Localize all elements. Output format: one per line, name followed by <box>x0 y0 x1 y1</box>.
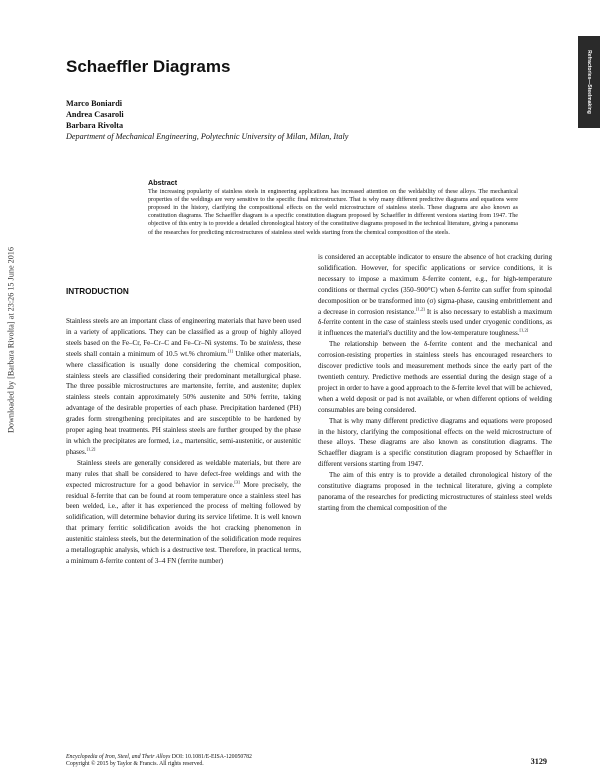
body-column-right <box>318 252 552 514</box>
paragraph: The aim of this entry is to provide a detailed chronological history of the constitutive diagrams proposed in the technical literature, giving a complete panorama of the researches for predicting microstructures of stainless steel welds starting from the chemical composition of the <box>318 471 552 512</box>
copyright: Copyright © 2015 by Taylor & Francis. All rights reserved. <box>66 761 204 767</box>
download-watermark <box>2 190 20 490</box>
body-column-left <box>66 316 301 567</box>
abstract-text: The increasing popularity of stainless steels in engineering applications has increased attention on the weldability of these alloys. The mechanical properties of the weldings are very sensitive to the specific final microstructure. That is why many different predictive diagrams and equations were proposed in the history, clarifying the compositional effects on the weld microstructure of stainless steels. These diagrams are also known as constitution diagrams. The Schaeffler diagram is a specific constitution diagram proposed by Schaeffler in different versions starting from 1947. The objective of this entry is to provide a detailed chronological history of the constitutive diagrams proposed in the technical literature, giving a panorama of the researches for predicting microstructures of stainless steel welds starting from the chemical composition of the steels. <box>148 189 518 236</box>
download-note: Downloaded by [Barbara Rivolta] at 23:26 15 June 2016 <box>6 247 16 433</box>
page-title: Schaeffler Diagrams <box>66 57 231 76</box>
affiliation: Department of Mechanical Engineering, Polytechnic University of Milan, Milan, Italy <box>66 132 349 141</box>
author-name: Marco Boniardi <box>66 99 123 108</box>
author-name: Barbara Rivolta <box>66 121 124 130</box>
citation: [1] <box>227 348 234 354</box>
paragraph: Stainless steels are an important class of engineering materials that have been used in a variety of applications. They can be classified as a group of highly alloyed steels based on the Fe–Cr, Fe–Cr–C and Fe–Cr–Ni systems. To be stainless, these steels shall contain a minimum of 10.5 wt.% chromium.[1] Unlike other materials, where classification is usually done considering the chemical composition, stainless steels are classified considering their predominant metallurgical phase. The three possible microstructures are martensite, ferrite, and austenite; duplex stainless steels contain approximately 50% austenite and 50% ferrite, taking advantage of the desirable properties of each phase. Precipitation hardened (PH) grades form strengthening precipitates and are susceptible to be hardened by proper aging heat treatments. PH stainless steels are further grouped by the phase in which the precipitates are formed, i.e., martensitic, semi-austenitic, or austenitic phases.[1,2] <box>66 317 301 456</box>
citation: [1,2] <box>519 328 529 333</box>
side-tab-label: Refractories—Steelmaking <box>586 50 592 114</box>
author-name: Andrea Casaroli <box>66 110 124 119</box>
citation: [1,2] <box>415 306 425 312</box>
abstract <box>148 179 518 237</box>
citation: [3] <box>234 479 240 485</box>
author-block <box>66 98 348 142</box>
abstract-heading: Abstract <box>148 178 178 187</box>
paragraph: is considered an acceptable indicator to ensure the absence of hot cracking during solidification. However, for specific applications or service conditions, it is necessary to impose a maximum δ-ferrite content, e.g., for high-temperature conditions or thermal cycles (350–900°C) when δ-ferrite can suffer from spinodal decomposition or be transformed into (σ) sigma-phase, causing embrittlement and a decrease in corrosion resistance.[1,2] It is also necessary to establish a maximum δ-ferrite content in the case of stainless steels used under cryogenic conditions, as it influences the material's ductility and the low-temperature toughness.[1,2] <box>318 253 552 338</box>
emphasis: stainless <box>258 338 283 347</box>
book-title: Encyclopedia of Iron, Steel, and Their Alloys <box>66 754 171 760</box>
page-footer <box>66 754 252 768</box>
paragraph: The relationship between the δ-ferrite content and the mechanical and corrosion-resisting properties in stainless steels has encouraged researchers to discover predictive tools and measurement methods since the early part of the twentieth century. Predictive methods are essential during the design stage of a project in order to have a good approach to the δ-ferrite level that will be achieved, when a weld deposit or pad is not available, or when different options of welding consumables are being considered. <box>318 340 552 414</box>
paragraph: That is why many different predictive diagrams and equations were proposed in the history, clarifying the compositional effects on the weld microstructure of these alloys. These diagrams are also known as constitution diagrams. The Schaeffler diagram is a specific constitution diagram proposed by Schaeffler in different versions starting from 1947. <box>318 416 552 469</box>
doi: DOI: 10.1081/E-EISA-120050782 <box>170 754 252 760</box>
section-side-tab <box>578 36 600 128</box>
paragraph: Stainless steels are generally considered as weldable materials, but there are many rules that shall be considered to have defect-free weldings and with the expected microstructure for a good behavior in service.[3] More precisely, the residual δ-ferrite that can be found at room temperature once a stainless steel has been welded, i.e., after it has experienced the process of melting followed by solidification, will determine behavior during its service lifetime. It is well known that primary ferritic solidification avoids the hot cracking phenomenon in austenitic stainless steels, but the determination of the solidification mode requires a metallographic analysis, which is a destructive test. Therefore, in practical terms, a minimum δ-ferrite content of 3–4 FN (ferrite number) <box>66 458 301 565</box>
page-number: 3129 <box>530 757 547 766</box>
introduction-heading: INTRODUCTION <box>66 287 129 296</box>
citation: [1,2] <box>86 446 96 452</box>
